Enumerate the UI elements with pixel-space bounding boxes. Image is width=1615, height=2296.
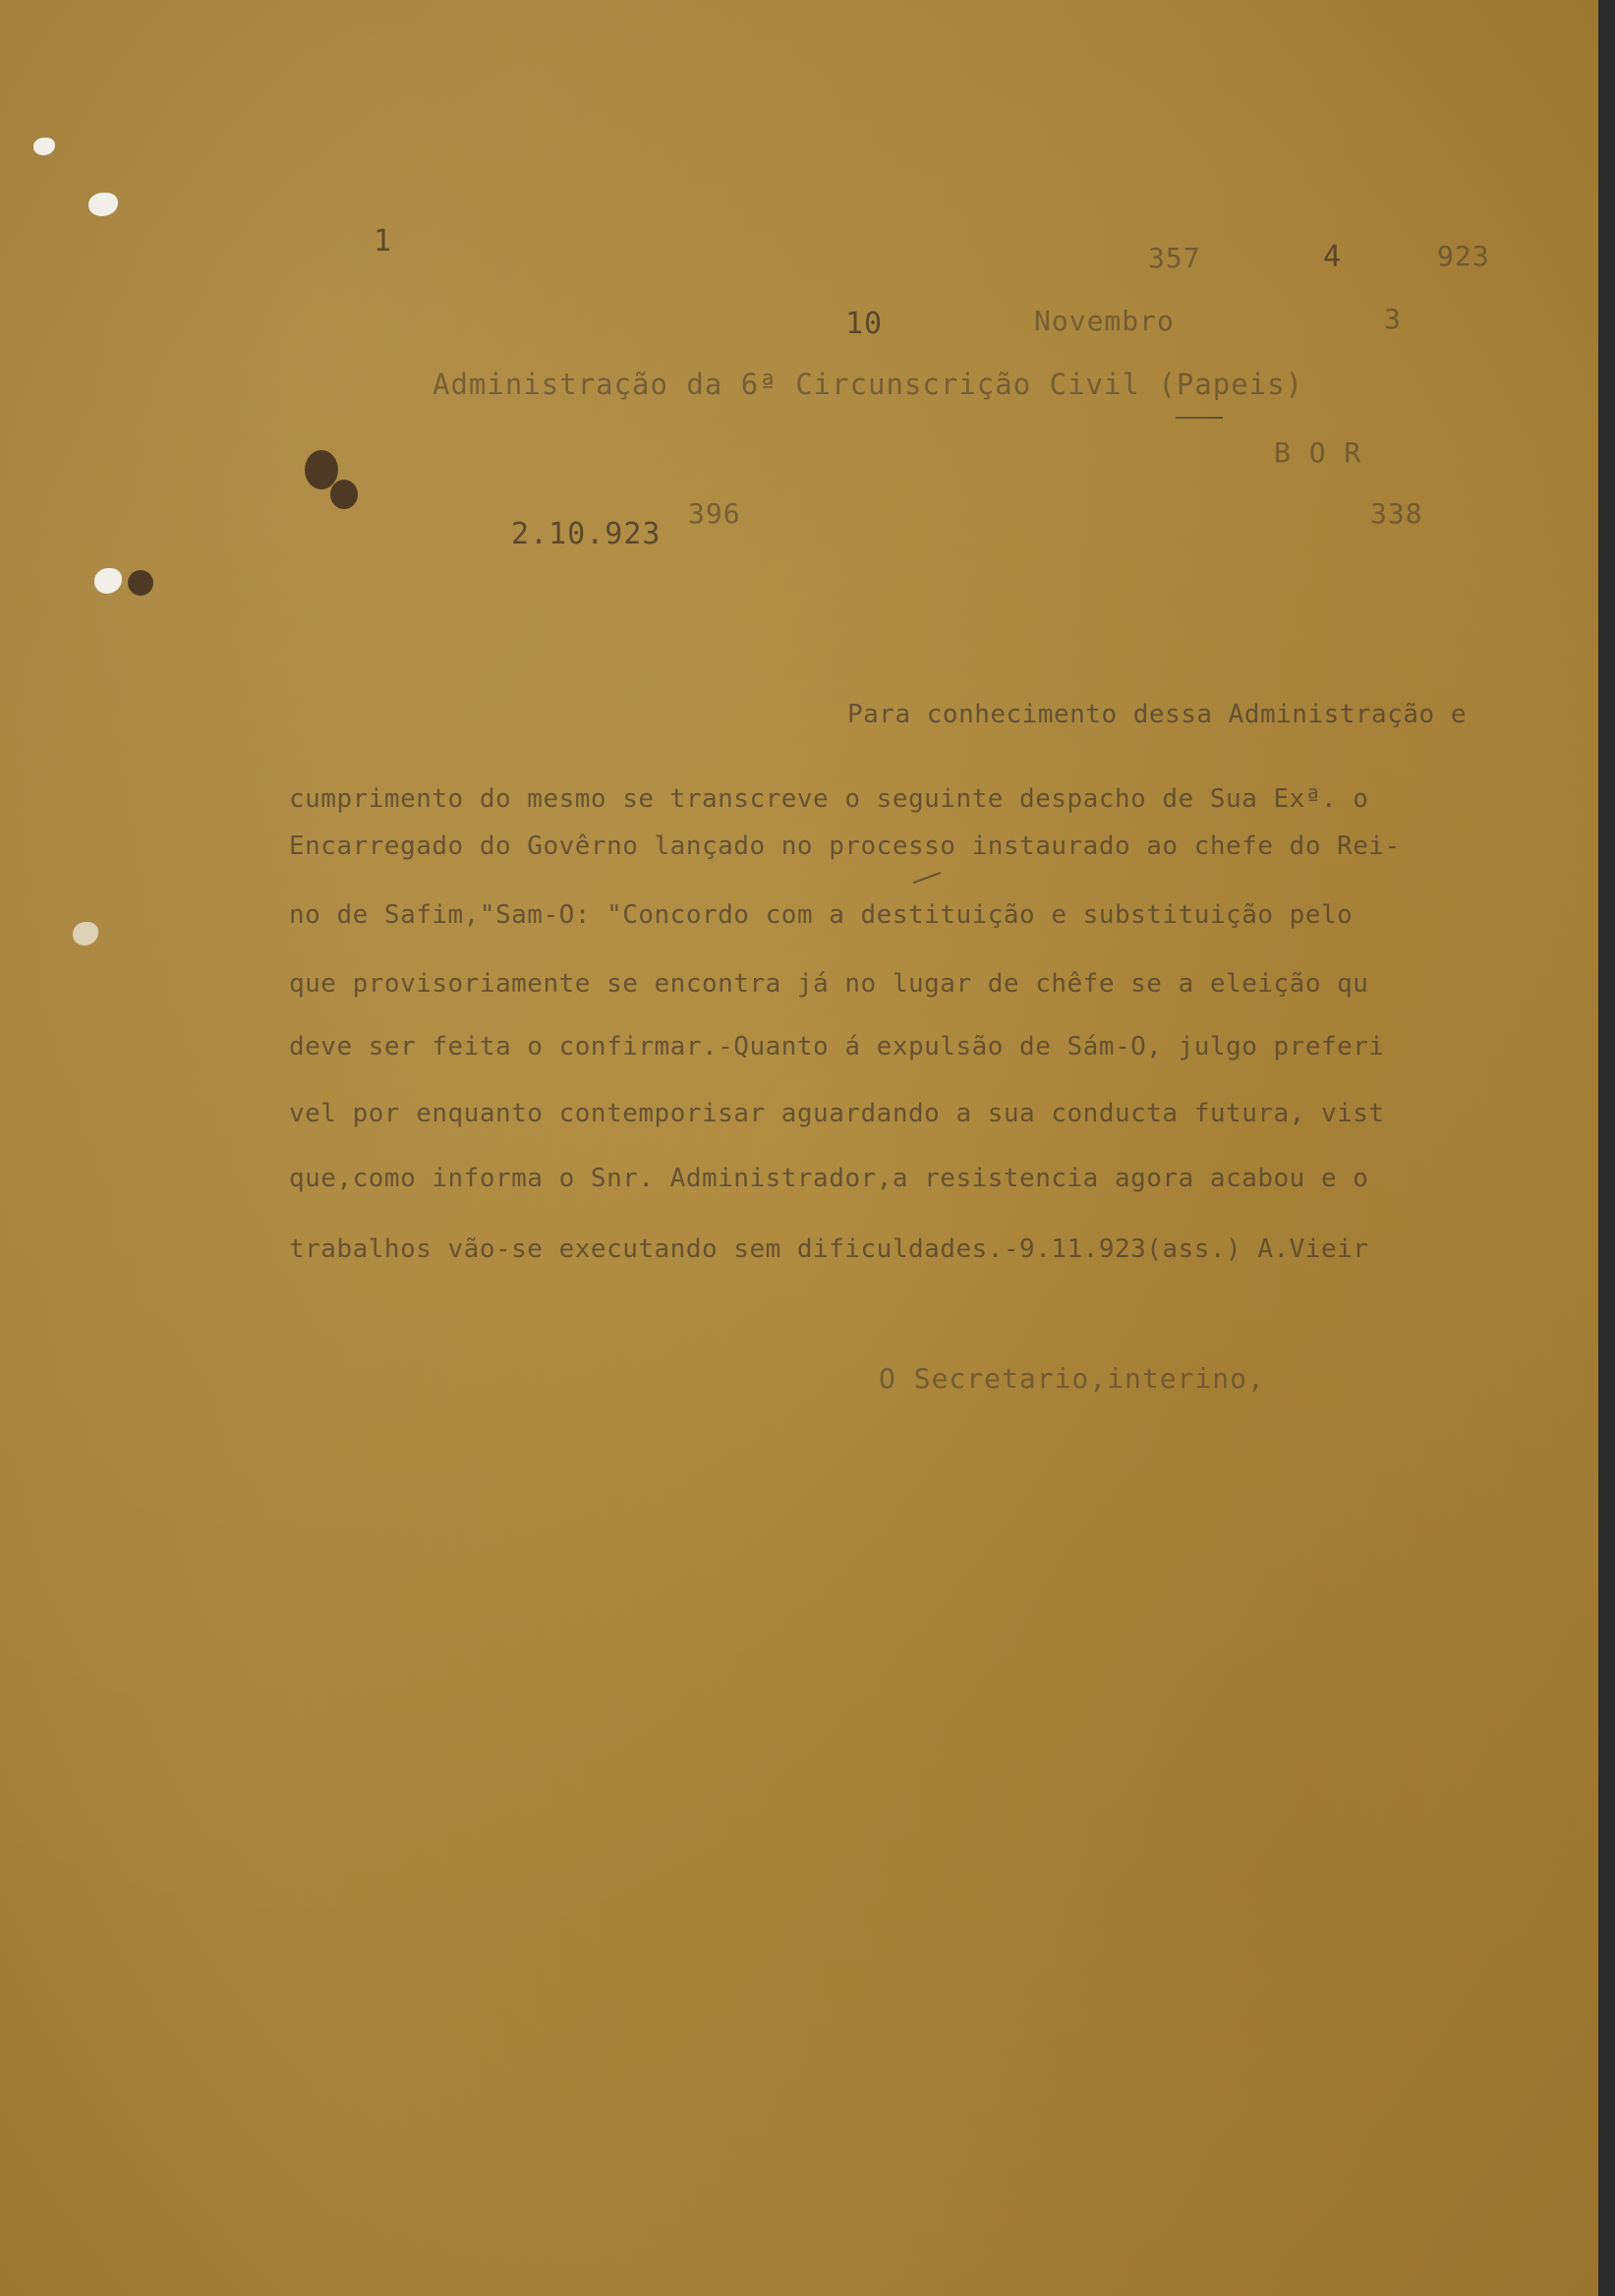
body-line-6: deve ser feita o confirmar.-Quanto á expulsão de Sám-O, julgo preferi <box>289 1032 1385 1062</box>
letter-date: 2.10.923 <box>511 517 662 551</box>
body-line-8: que,como informa o Snr. Administrador,a resistencia agora acabou e o <box>289 1164 1369 1193</box>
reference-series: 4 <box>1323 240 1343 274</box>
body-line-5: que provisoriamente se encontra já no lugar de chêfe se a eleição qu <box>289 969 1369 999</box>
sheet-count: 3 <box>1384 303 1402 335</box>
punch-hole <box>94 568 122 594</box>
page-number: 1 <box>374 224 393 258</box>
underline-mark <box>913 872 942 884</box>
right-reference: 338 <box>1370 497 1423 530</box>
signature-title: O Secretario,interino, <box>879 1362 1265 1395</box>
reference-year: 923 <box>1437 240 1490 272</box>
reference-number: 357 <box>1148 242 1201 274</box>
date-day: 10 <box>845 307 884 341</box>
date-month: Novembro <box>1034 305 1175 337</box>
punch-hole <box>88 193 118 216</box>
punch-hole <box>73 922 98 946</box>
office-code: B O R <box>1274 436 1362 469</box>
underline-mark <box>1176 417 1223 419</box>
letter-date-ref: 396 <box>688 497 741 530</box>
ink-blot <box>128 570 153 596</box>
body-line-3: Encarregado do Govêrno lançado no processo instaurado ao chefe do Rei- <box>289 832 1401 861</box>
body-line-1: Para conhecimento dessa Administração e <box>847 700 1467 729</box>
body-line-9: trabalhos vão-se executando sem dificuldades.-9.11.923(ass.) A.Vieir <box>289 1234 1369 1264</box>
ink-blot <box>330 480 358 509</box>
body-line-2: cumprimento do mesmo se transcreve o seguinte despacho de Sua Exª. o <box>289 784 1369 814</box>
body-line-7: vel por enquanto contemporisar aguardando a sua conducta futura, vist <box>289 1099 1385 1128</box>
addressee: Administração da 6ª Circunscrição Civil (Papeis) <box>433 368 1304 401</box>
punch-hole <box>33 138 55 155</box>
body-line-4: no de Safim,"Sam-O: "Concordo com a destituição e substituição pelo <box>289 900 1354 930</box>
